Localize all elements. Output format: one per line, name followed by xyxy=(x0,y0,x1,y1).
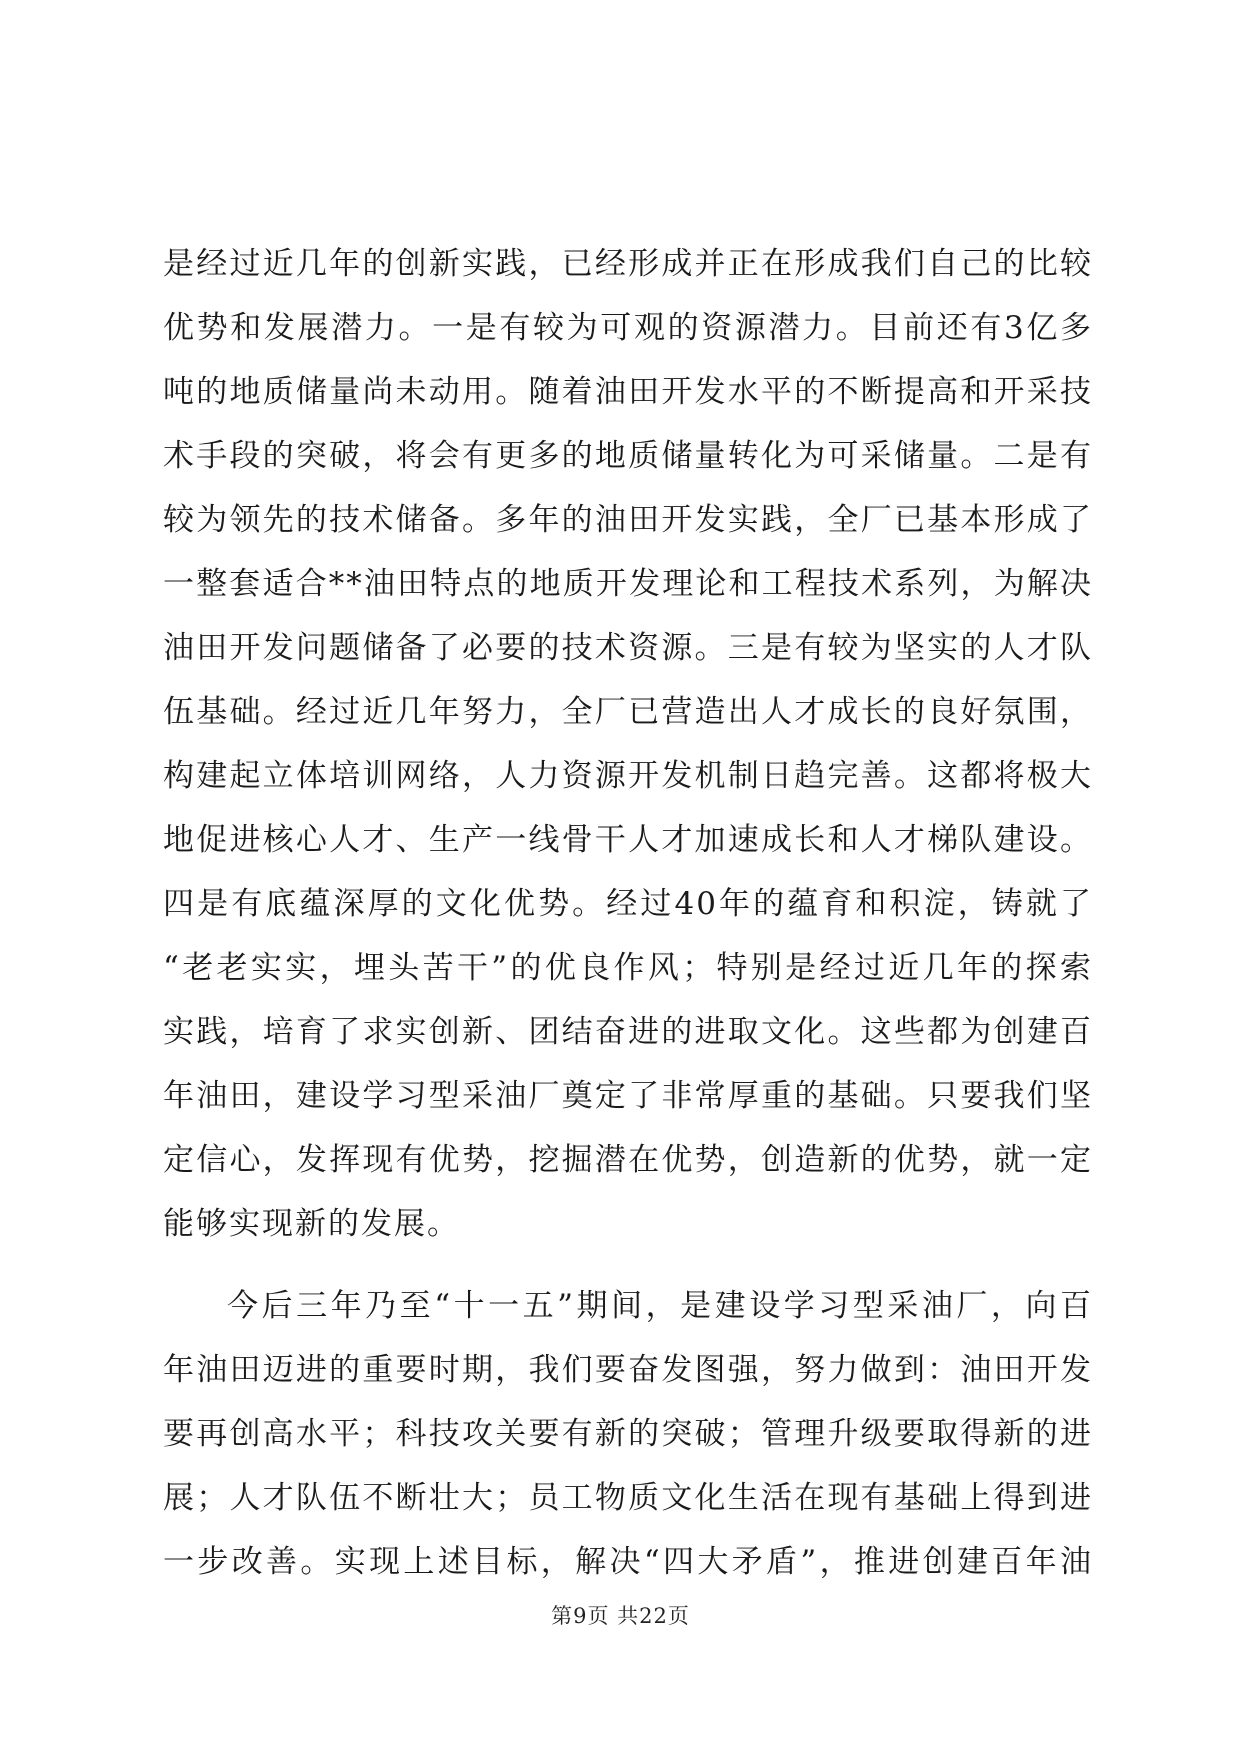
text-line: 实践，培育了求实创新、团结奋进的进取文化。这些都为创建百 xyxy=(163,1014,1093,1050)
text-line: 一整套适合**油田特点的地质开发理论和工程技术系列，为解决 xyxy=(163,566,1093,602)
text-line: 今后三年乃至“十一五”期间，是建设学习型采油厂，向百 xyxy=(227,1288,1093,1324)
body-text xyxy=(163,232,1093,1594)
text-line: 年油田迈进的重要时期，我们要奋发图强，努力做到：油田开发 xyxy=(163,1352,1093,1388)
text-line: 要再创高水平；科技攻关要有新的突破；管理升级要取得新的进 xyxy=(163,1416,1093,1452)
text-line: 四是有底蕴深厚的文化优势。经过40年的蕴育和积淀，铸就了 xyxy=(163,886,1093,922)
paragraph-2 xyxy=(163,1274,1093,1594)
text-line: 定信心，发挥现有优势，挖掘潜在优势，创造新的优势，就一定 xyxy=(163,1142,1093,1178)
text-line: 地促进核心人才、生产一线骨干人才加速成长和人才梯队建设。 xyxy=(163,822,1093,858)
text-line: 一步改善。实现上述目标，解决“四大矛盾”，推进创建百年油 xyxy=(163,1544,1093,1580)
text-line: 吨的地质储量尚未动用。随着油田开发水平的不断提高和开采技 xyxy=(163,374,1093,410)
text-line: 伍基础。经过近几年努力，全厂已营造出人才成长的良好氛围， xyxy=(163,694,1093,730)
text-line: 较为领先的技术储备。多年的油田开发实践，全厂已基本形成了 xyxy=(163,502,1093,538)
page-footer: 第9页 共22页 xyxy=(551,1604,690,1628)
text-line: 构建起立体培训网络，人力资源开发机制日趋完善。这都将极大 xyxy=(163,758,1093,794)
paragraph-spacing xyxy=(163,1256,1093,1274)
text-line: “老老实实，埋头苦干”的优良作风；特别是经过近几年的探索 xyxy=(163,950,1093,986)
text-line: 术手段的突破，将会有更多的地质储量转化为可采储量。二是有 xyxy=(163,438,1093,474)
text-line: 展；人才队伍不断壮大；员工物质文化生活在现有基础上得到进 xyxy=(163,1480,1093,1516)
text-line: 优势和发展潜力。一是有较为可观的资源潜力。目前还有3亿多 xyxy=(163,310,1093,346)
text-line: 油田开发问题储备了必要的技术资源。三是有较为坚实的人才队 xyxy=(163,630,1093,666)
text-line: 是经过近几年的创新实践，已经形成并正在形成我们自己的比较 xyxy=(163,246,1093,282)
text-line: 能够实现新的发展。 xyxy=(163,1206,460,1242)
text-line: 年油田，建设学习型采油厂奠定了非常厚重的基础。只要我们坚 xyxy=(163,1078,1093,1114)
paragraph-1 xyxy=(163,232,1093,1256)
